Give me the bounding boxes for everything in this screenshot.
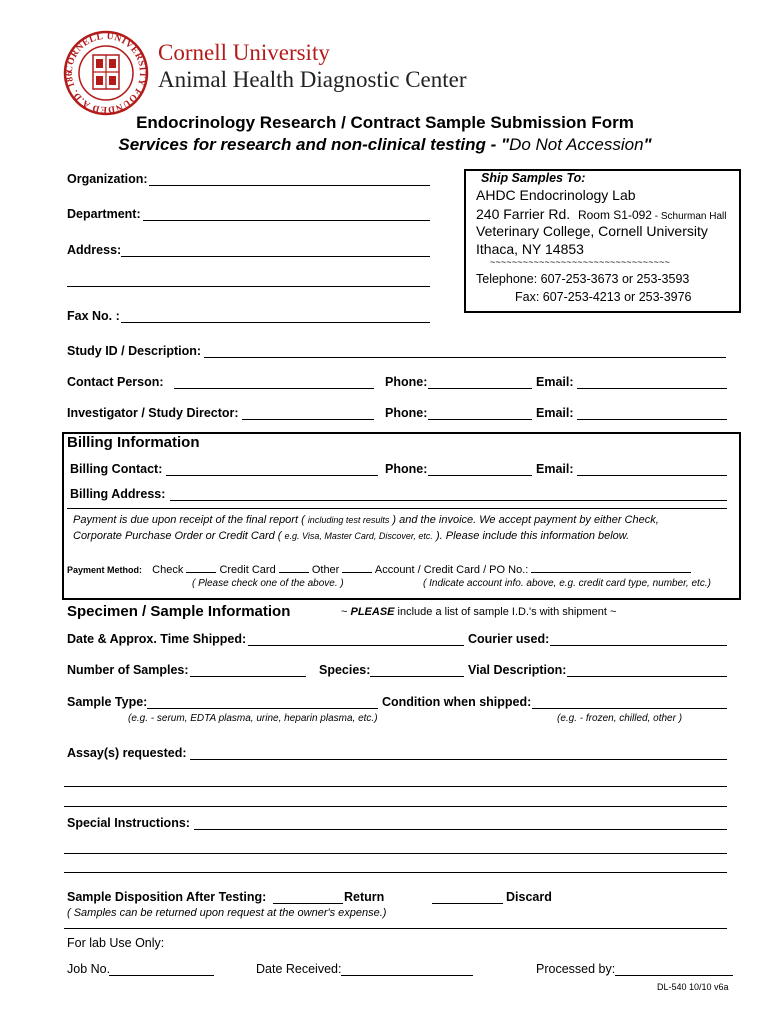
ship-line-4: Ithaca, NY 14853 — [476, 241, 584, 257]
fax-label: Fax No. : — [67, 309, 120, 323]
num-samples-field[interactable] — [190, 676, 306, 677]
condition-label: Condition when shipped: — [382, 695, 532, 709]
billing-phone-label: Phone: — [385, 462, 428, 476]
payment-method-label: Payment Method: — [67, 565, 143, 575]
department-field[interactable] — [143, 220, 430, 221]
credit-card-field[interactable] — [279, 561, 309, 573]
ship-line-1: AHDC Endocrinology Lab — [476, 187, 636, 203]
return-option: Return — [344, 890, 385, 904]
vial-label: Vial Description: — [468, 663, 567, 677]
job-label: Job No. — [67, 962, 111, 976]
fax-field[interactable] — [121, 322, 430, 323]
special-instructions-label: Special Instructions: — [67, 816, 190, 830]
billing-address-label: Billing Address: — [70, 487, 166, 501]
processed-label: Processed by: — [536, 962, 616, 976]
sample-type-field[interactable] — [147, 708, 378, 709]
check-field[interactable] — [186, 561, 216, 573]
billing-contact-field[interactable] — [166, 475, 378, 476]
courier-label: Courier used: — [468, 632, 550, 646]
check-option: Check — [152, 564, 184, 576]
special-instructions-field[interactable] — [194, 829, 727, 830]
account-field[interactable] — [531, 561, 691, 573]
sample-type-label: Sample Type: — [67, 695, 148, 709]
courier-field[interactable] — [550, 645, 727, 646]
billing-heading: Billing Information — [67, 434, 200, 451]
investigator-email-field[interactable] — [577, 419, 727, 420]
species-label: Species: — [319, 663, 371, 677]
billing-address-field[interactable] — [170, 500, 727, 501]
date-shipped-field[interactable] — [248, 645, 464, 646]
billing-email-label: Email: — [536, 462, 574, 476]
seal-text: CORNELL UNIVERSITY FOUNDED A.D. 186 — [64, 31, 148, 115]
cornell-seal — [63, 30, 149, 116]
assays-field-2[interactable] — [64, 786, 727, 787]
ship-telephone: Telephone: 607-253-3673 or 253-3593 — [476, 272, 690, 286]
account-label: Account / Credit Card / PO No.: — [374, 564, 529, 576]
return-field[interactable] — [273, 903, 343, 904]
organization-label: Organization: — [67, 172, 148, 186]
payment-method-row — [67, 561, 691, 576]
ship-heading: Ship Samples To: — [481, 171, 586, 185]
address-field-2[interactable] — [67, 286, 430, 287]
assays-label: Assay(s) requested: — [67, 746, 187, 760]
contact-person-field[interactable] — [174, 388, 374, 389]
center-name: Animal Health Diagnostic Center — [158, 67, 467, 92]
study-label: Study ID / Description: — [67, 344, 202, 358]
lab-use-heading: For lab Use Only: — [67, 936, 165, 950]
sample-type-hint: (e.g. - serum, EDTA plasma, urine, heparin plasma, etc.) — [128, 713, 378, 724]
ship-line-3: Veterinary College, Cornell University — [476, 223, 708, 239]
discard-field[interactable] — [432, 903, 503, 904]
contact-person-label: Contact Person: — [67, 375, 164, 389]
billing-address-field-2[interactable] — [67, 508, 727, 509]
contact-phone-label: Phone: — [385, 375, 428, 389]
contact-email-label: Email: — [536, 375, 574, 389]
specimen-heading: Specimen / Sample Information — [67, 603, 291, 620]
special-instructions-field-2[interactable] — [64, 853, 727, 854]
ship-fax: Fax: 607-253-4213 or 253-3976 — [515, 290, 692, 304]
organization-field[interactable] — [149, 185, 430, 186]
account-hint: ( Indicate account info. above, e.g. credit card type, number, etc.) — [423, 578, 711, 589]
investigator-phone-field[interactable] — [428, 419, 532, 420]
assays-field-3[interactable] — [64, 806, 727, 807]
assays-field[interactable] — [190, 759, 727, 760]
department-label: Department: — [67, 207, 141, 221]
university-name: Cornell University — [158, 40, 330, 65]
billing-phone-field[interactable] — [428, 475, 532, 476]
investigator-label: Investigator / Study Director: — [67, 406, 239, 420]
study-field[interactable] — [204, 357, 726, 358]
date-shipped-label: Date & Approx. Time Shipped: — [67, 632, 247, 646]
address-label: Address: — [67, 243, 122, 257]
num-samples-label: Number of Samples: — [67, 663, 189, 677]
job-field[interactable] — [109, 975, 214, 976]
form-title: Endocrinology Research / Contract Sample Submission Form — [136, 113, 634, 132]
payment-note-2: Corporate Purchase Order or Credit Card ( e.g. Visa, Master Card, Discover, etc. ). Please include this information below. — [73, 530, 630, 542]
address-field[interactable] — [121, 256, 430, 257]
contact-phone-field[interactable] — [428, 388, 532, 389]
other-field[interactable] — [342, 561, 372, 573]
lab-use-divider — [64, 928, 727, 929]
other-option: Other — [311, 564, 340, 576]
form-code: DL-540 10/10 v6a — [657, 982, 729, 992]
credit-card-option: Credit Card — [219, 564, 276, 576]
billing-email-field[interactable] — [577, 475, 727, 476]
special-instructions-field-3[interactable] — [64, 872, 727, 873]
payment-note-1: Payment is due upon receipt of the final report ( including test results ) and the invoice. We accept payment by either Check, — [73, 514, 659, 526]
ship-tilde-divider: ~~~~~~~~~~~~~~~~~~~~~~~~~~~~~~~~~ — [490, 257, 671, 267]
contact-email-field[interactable] — [577, 388, 727, 389]
vial-field[interactable] — [567, 676, 727, 677]
discard-option: Discard — [506, 890, 552, 904]
billing-contact-label: Billing Contact: — [70, 462, 163, 476]
disposition-note: ( Samples can be returned upon request at the owner's expense.) — [67, 907, 387, 919]
investigator-field[interactable] — [242, 419, 374, 420]
do-not-accession: Do Not Accession — [509, 135, 644, 154]
date-received-field[interactable] — [341, 975, 473, 976]
specimen-note: ~ PLEASE include a list of sample I.D.'s with shipment ~ — [341, 606, 617, 618]
investigator-phone-label: Phone: — [385, 406, 428, 420]
processed-field[interactable] — [615, 975, 733, 976]
ship-line-2: 240 Farrier Rd. Room S1-092 - Schurman Hall — [476, 206, 727, 222]
investigator-email-label: Email: — [536, 406, 574, 420]
condition-field[interactable] — [532, 708, 727, 709]
disposition-label: Sample Disposition After Testing: — [67, 890, 267, 904]
date-received-label: Date Received: — [256, 962, 342, 976]
form-subtitle: Services for research and non-clinical testing - "Do Not Accession" — [118, 135, 652, 154]
species-field[interactable] — [370, 676, 464, 677]
condition-hint: (e.g. - frozen, chilled, other ) — [557, 713, 683, 724]
check-one-hint: ( Please check one of the above. ) — [192, 578, 344, 589]
